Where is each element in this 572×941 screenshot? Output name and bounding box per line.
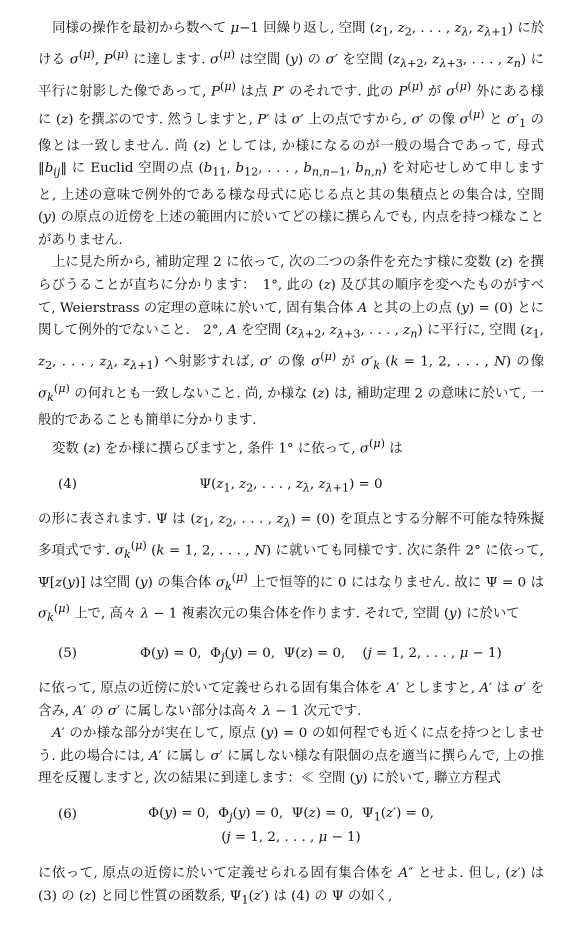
equation-number: (4) bbox=[58, 476, 77, 492]
equation-line-2: (j = 1, 2, . . . , μ − 1) bbox=[221, 830, 361, 846]
paragraph-3: 変数 (z) をか様に撰らびますと, 条件 1° に依って, $\sigma^{(\mu)}$ は bbox=[52, 436, 403, 457]
paragraph-1: 同様の操作を最初から数へて μ−1 回繰り返し, 空間 ($z_1$, $z_2$, . . . , $z_\lambda$, $z_{\lambda+1}$) に於ける $\sigma^{(\mu)}$, $P^{(\mu)}$ に達します. $\sigma^{(\mu)}$ は空間 (y) の σ′ を空間 ($z_{\lambda+2}$, $z_{\lambda+3}$, . . . , $z_n$) に平行に射影した像であって, $P^{(\mu)}$ は点 P′ のそれです. 此の $P^{(\mu)}$ が $\sigma^{(\mu)}$ 外にある様に (z) を撰ぶのです. 然うしますと, P′ は σ′ 上の点ですから, σ′ の像 $\sigma^{(\mu)}$ と $\sigma'_1$ の像とは一致しません. 尚 (z) としては, か様になるのが一般の場合であって, 母式 $‖b_{ij}‖$ に Euclid 空間の点 ($b_{11}$, $b_{12}$, . . . , $b_{n,n-1}$, $b_{n,n}$) を対応せしめて申しますと, 上述の意味で例外的である様な母式に応じる点と其の集積点との集合は, 空間 (y) の原点の近傍を上述の範囲内に於いてどの様に撰らんでも, 内点を持つ様なことがありません. bbox=[38, 21, 545, 248]
equation-body: $\Psi(z_1$, $z_2$, . . . , $z_\lambda$, $z_{\lambda+1}) = 0$ bbox=[199, 476, 383, 495]
paragraph-7: に依って, 原点の近傍に於いて定義せられる固有集合体を A″ とせよ. 但し, (z′) は (3) の (z) と同じ性質の函数系, $\Psi_1(z')$ は (4) の Ψ の如く, bbox=[38, 866, 544, 907]
page-body bbox=[38, 18, 544, 912]
paragraph-2: 上に見た所から, 補助定理 2 に依って, 次の二つの条件を充たす様に変数 (z) を撰らびうることが直ちに分かります： 1°, 此の (z) 及び其の順序を変へたものがすべて, Weierstrass の定理の意味に於いて, 固有集合体 A と其の上の点 (y) = (0) とに関して例外的でないこと. 2°, A を空間 ($z_{\lambda+2}$, $z_{\lambda+3}$, . . . , $z_n$) に平行に, 空間 ($z_1$, $z_2$, . . . , $z_\lambda$, $z_{\lambda+1}$) へ射影すれば, σ′ の像 $\sigma^{(\mu)}$ が $\sigma'_k$ (k = 1, 2, . . . , N) の像 $\sigma_k^{(\mu)}$ の何れとも一致しないこと. 尚, か様な (z) は, 補助定理 2 の意味に於いて, 一般的であることも簡単に分かります. bbox=[38, 255, 545, 428]
paragraph-4: の形に表されます. Ψ は ($z_1$, $z_2$, . . . , $z_\lambda) = (0)$ を頂点とする分解不可能な特殊擬多項式です. $\sigma_k^{(\mu)}$ (k = 1, 2, . . . , N) に就いても同様です. 次に条件 2° に依って, Ψ[z(y)] は空間 (y) の集合体 $\sigma_k^{(\mu)}$ 上で恒等的に 0 にはなりません. 故に Ψ = 0 は $\sigma_k^{(\mu)}$ 上で, 高々 λ − 1 複素次元の集合体を作ります. それで, 空間 (y) に於いて bbox=[38, 511, 545, 625]
equation-number: (6) bbox=[58, 807, 77, 823]
equation-5 bbox=[38, 630, 544, 678]
equation-line-1: Φ(y) = 0, $\Phi_j(y) = 0$, Ψ(z) = 0, $\Psi_1(z') = 0$, bbox=[148, 806, 434, 824]
equation-number: (5) bbox=[58, 646, 77, 662]
equation-body: Φ(y) = 0, $\Phi_j(y) = 0$, Ψ(z) = 0, (j = 1, 2, . . . , μ − 1) bbox=[140, 646, 502, 664]
paragraph-6: A′ のか様な部分が実在して, 原点 (y) = 0 の如何程でも近くに点を持つとしませう. 此の場合には, A′ に属し σ′ に属しない様な有限個の点を適当に撰らんで, 上の推理を反覆しますと, 次の結果に到達します：≪ 空間 (y) に於いて, 聯立方程式 bbox=[38, 726, 545, 787]
equation-6 bbox=[38, 791, 544, 863]
equation-4 bbox=[38, 461, 544, 509]
paragraph-5: に依って, 原点の近傍に於いて定義せられる固有集合体を A′ としますと, A′ は σ′ を含み, A′ の σ′ に属しない部分は高々 λ − 1 次元です. bbox=[38, 681, 545, 719]
